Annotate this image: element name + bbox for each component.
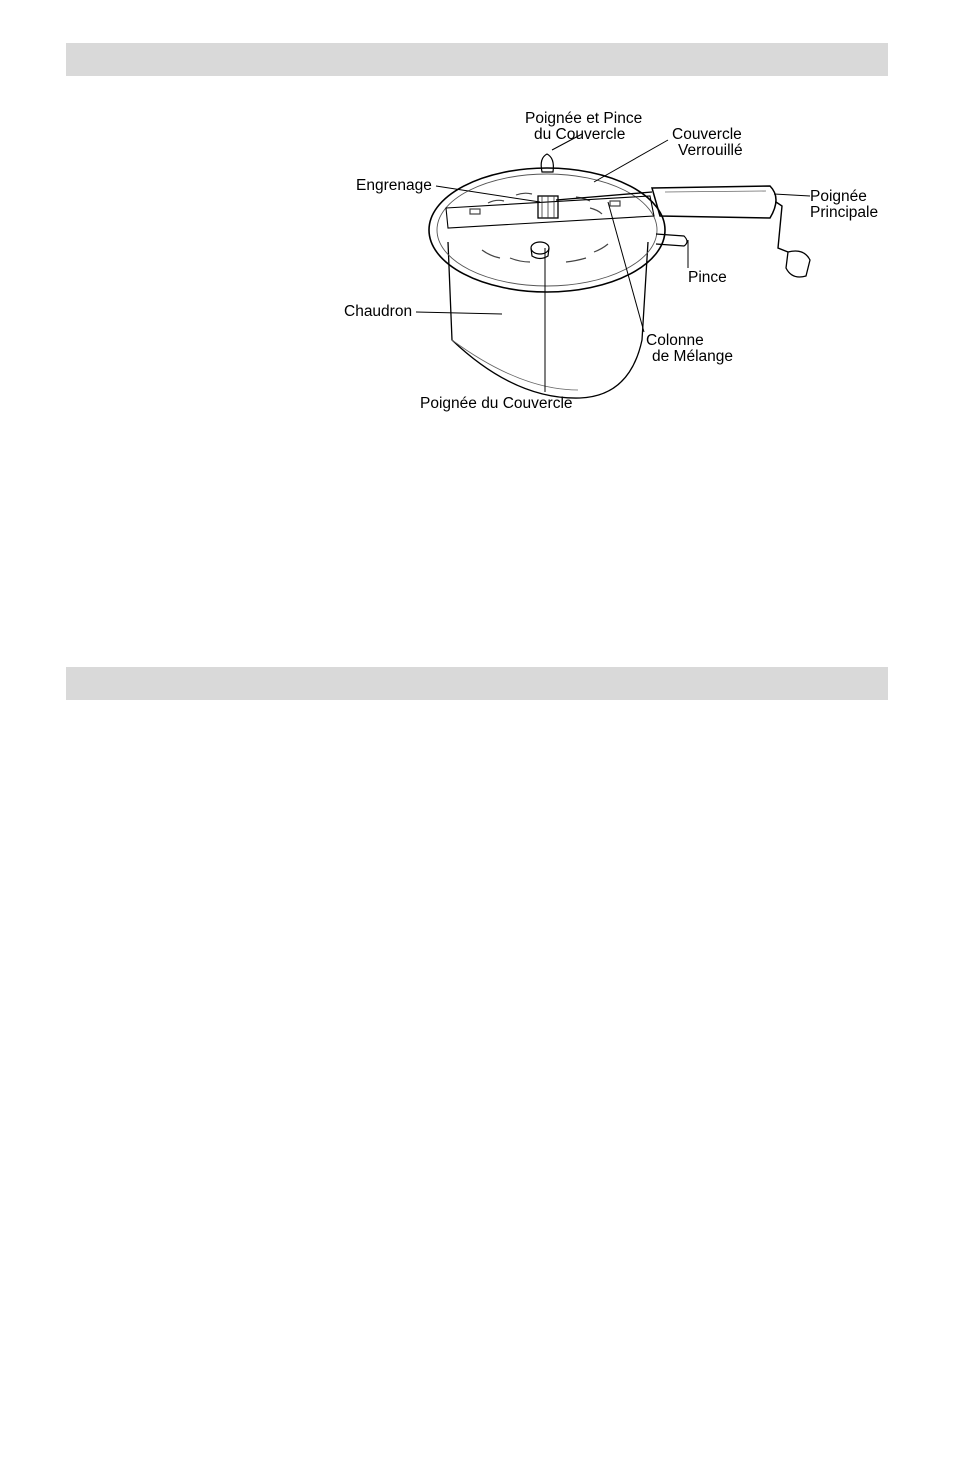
label-main-handle-line1: Poignée	[810, 188, 867, 205]
leader-lines	[416, 134, 810, 392]
section-header-bar-top	[66, 43, 888, 76]
label-stirring-column-line1: Colonne	[646, 332, 704, 349]
label-lid-handle-clip-line2: du Couvercle	[534, 126, 626, 143]
label-locked-lid-line2: Verrouillé	[678, 142, 743, 159]
label-main-handle-line2: Principale	[810, 204, 879, 221]
popcorn-popper-diagram	[330, 100, 900, 420]
section-header-bar-middle	[66, 667, 888, 700]
label-clip: Pince	[688, 269, 727, 286]
label-lid-knob: Poignée du Couvercle	[420, 395, 573, 412]
label-kettle: Chaudron	[344, 303, 413, 320]
label-locked-lid-line1: Couvercle	[672, 126, 742, 143]
label-gear: Engrenage	[356, 177, 432, 194]
popcorn-pot-illustration	[429, 154, 810, 398]
label-stirring-column-line2: de Mélange	[652, 348, 734, 365]
label-lid-handle-clip-line1: Poignée et Pince	[525, 110, 643, 127]
